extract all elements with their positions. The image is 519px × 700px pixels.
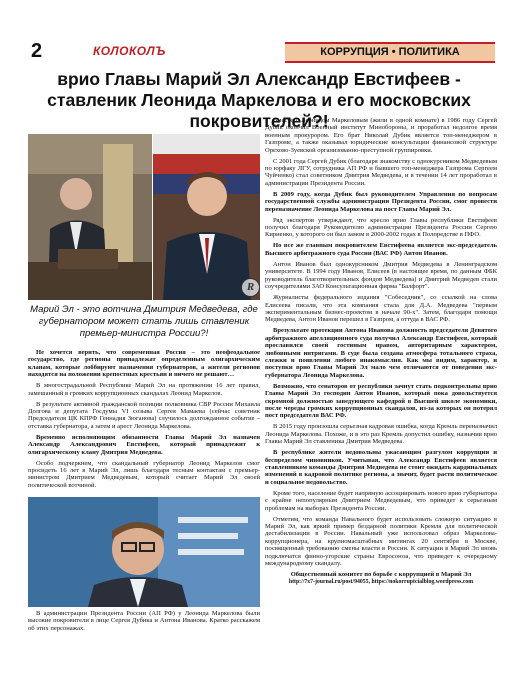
article-paragraph: Ряд экспертов утверждают, что кресло врио Главы республики Евстифеев получил благодаря Руководителю администрации Президента России Сергею Кириенко, у которого он был замом в 2000-2002 годах в Полпредстве в ПФО. bbox=[265, 216, 497, 239]
newspaper-brand: КОЛОКОЛЪ bbox=[93, 44, 166, 58]
article-paragraph: Особо подчеркнем, что скандальный губернатор Леонид Маркелов смог просидеть 16 лет в Марий Эл, лишь благодаря тесным контактам с премьер-министром Дмитрием Медведевым, который считает Марий Эл своей политической вотчиной. bbox=[28, 459, 260, 489]
article-paragraph: В 2009 году, когда Дубик был руководителем Управления по вопросам государственной службы администрации Президента России, смог провести переназначение Леонида Маркелова на пост Главы Марий Эл. bbox=[265, 190, 497, 213]
article-paragraph: Врезультате протекции Антона Иванова должность председателя Девятого арбитражного апелляционного суда получил Александр Евстифеев, который прославился своей гостиным нравом, авторитарным характером, любовными интригами. В суде была создана атмосфера тотального страха, слежки и появлении любого инакомыслия. Как мы видим, характер, и поступки врио Главы Марий Эл мало чем отличаются от поведения экс-губернатора Леонида Маркелова. bbox=[265, 327, 497, 379]
article-paragraph: В республике жители недовольны ужасающим разгулом коррупции и беспределом чиновников. Учитывая, что Александр Евстифеев является ставленником команды Дмитрия Медведева не стоит ожидать кардинальных изменений в кадровой политике региона, а значит, будет расти политическое и социальное недовольство. bbox=[265, 449, 497, 486]
article-paragraph: Возможно, что сенаторов от республики зачнут стать подконтрольны врио Главы Марий Эл господин Антон Иванов, который пока довольствуется скромной должностью заведующего кафедрой в Высшей школе экономики, после череды громких коррупционных скандалов, из-за которых он потерял пост председателя ВАС РФ. bbox=[265, 382, 497, 420]
article-paragraph: В многострадальной Республике Марий Эл на протяжении 16 лет правил, замешанный в громких коррупционных скандалах Леонид Маркелов. bbox=[28, 382, 260, 397]
article-paragraph: В администрации Президента России (АП РФ) у Леонида Маркелова были высокие покровители в лице Сергея Дубика и Антона Иванова. Кратко расскажем об этих персонажах. bbox=[28, 610, 260, 632]
page-header bbox=[27, 40, 497, 62]
article-paragraph: Вместе с Леонидом Маркеловым (жили в одной комнате) в 1986 году Сергей Дубик окончил Военный институт Минобороны, и проработал недолгое время военным прокурором. Его брат Николай Дубик является топ-менеджером в Газпроме, а также оказывал юридические консультации финансовой структуре Орехово-Зуевской организованно-преступной группировки. bbox=[265, 117, 497, 154]
left-article-column bbox=[28, 349, 260, 493]
article-paragraph: С 2001 года Сергей Дубик (благодаря знакомству с однокурсником Медведевым по юрфаку ЛГУ, сотрудника АП РФ и бывшего топ-менеджера Газпрома Сергеем Чуйченко) стал советником Дмитрия Медведева, и в течении 14 лет проработал в администрации Президента России. bbox=[265, 157, 497, 187]
right-article-column bbox=[265, 117, 497, 587]
article-paragraph: Антон Иванов был однокурсником Дмитрия Медведева в Ленинградском университете. В 1994 году Иванов, Елисеев (в настоящее время, по данным ФБК руководитель благотворительных фондов Медведева) и Дмитрий Медведев стали соучредителями ЗАО Консультационная фирма "Балфорт". bbox=[265, 260, 497, 291]
article-paragraph: Но все же главным покровителем Евстифеева является экс-председатель Высшего арбитражного суда России (ВАС РФ) Антон Иванов. bbox=[265, 242, 497, 257]
rubric-banner: КОРРУПЦИЯ • ПОЛИТИКА bbox=[285, 42, 495, 63]
article-paragraph: В результате активной гражданской позиции полковника СВР России Михаила Долгова и депутата Госдумы VI созыва Сергея Мамаева (сейчас советник Председателя ЦК КПРФ Геннадия Зюганова) случилось долгожданное событие – отставка губернатора, а затем и арест Леонида Маркелова. bbox=[28, 400, 260, 430]
photo-man-glasses bbox=[28, 497, 260, 607]
article-paragraph: Не хочется верить, что современная Россия – это неофеодальное государство, где регионы принадлежат определенным олигархическим кланам, которые лоббируют назначения губернаторов, а жители регионов находятся на положении крепостных крестьян и ничего не решают… bbox=[28, 349, 260, 379]
article-signature: Общественный комитет по борьбе с коррупцией в Марий Эл bbox=[290, 571, 472, 579]
article-paragraph: Временно исполняющим обязанности Главы Марий Эл назначен Александр Александрович Евстифеев, который принадлежит к олигархическому клану Дмитрия Медведева. bbox=[28, 433, 260, 456]
article-paragraph: Журналисты федерального издания "Собеседник", со ссылкой на слова Елисеева писали, что эта компания стала для Д.А. Медведева "первым экспериментальным бизнес-проектом в начале 90-х". Затем, благодаря помощи Медведева, Антон Иванов перешел в Газпром, а оттуда в ВАС РФ. bbox=[265, 294, 497, 324]
source-links: http://7x7-journal.ru/post/94055, https://nokorruptcialblog.wordpress.com bbox=[288, 579, 474, 586]
article-paragraph: Кроме того, население будет напрямую ассоциировать нового врио губернатора с крайне непопулярным Дмитрием Медведевым, что приведет к серьезным проблемам на выборах Президента России. bbox=[265, 489, 497, 512]
photo-official-speaking bbox=[28, 134, 152, 300]
page-number: 2 bbox=[31, 40, 43, 62]
article-paragraph: Отметим, что команда Навального будет использовать сложную ситуацию в Марий Эл, как яркий пример бездарной политики Кремля для политической дестабилизации в России. Навальный уже использовал образ Маркелова-коррупционера, на крупномасштабных митингах 20 сентября в Москве, посвященный требованию смены власти в России. К ситуации в Марий Эл вновь подключатся финно-угорские страны Евросоюза, что приведет к очередному международному скандалу. bbox=[265, 515, 497, 568]
photo-portrait bbox=[153, 134, 260, 300]
photo-caption: Марий Эл - это вотчина Дмитрия Медведева, где губернатором может стать лишь ставленик премьер-министра России?! bbox=[30, 304, 258, 339]
watermark-logo: R bbox=[241, 278, 260, 297]
article-paragraph: В 2015 году произошла серьезная кадровая ошибка, когда Кремль переназначил Леонида Маркелова. Похоже, и в это раз Кремль допустил ошибку, назначив врио Главы Марий Эл ставленика Дмитрия Медведева. bbox=[265, 423, 497, 446]
left-article-column-tail bbox=[28, 610, 260, 636]
article-headline: врио Главы Марий Эл Александр Евстифеев - ставленик Леонида Маркелова и его московских покровителей?! bbox=[47, 69, 471, 131]
